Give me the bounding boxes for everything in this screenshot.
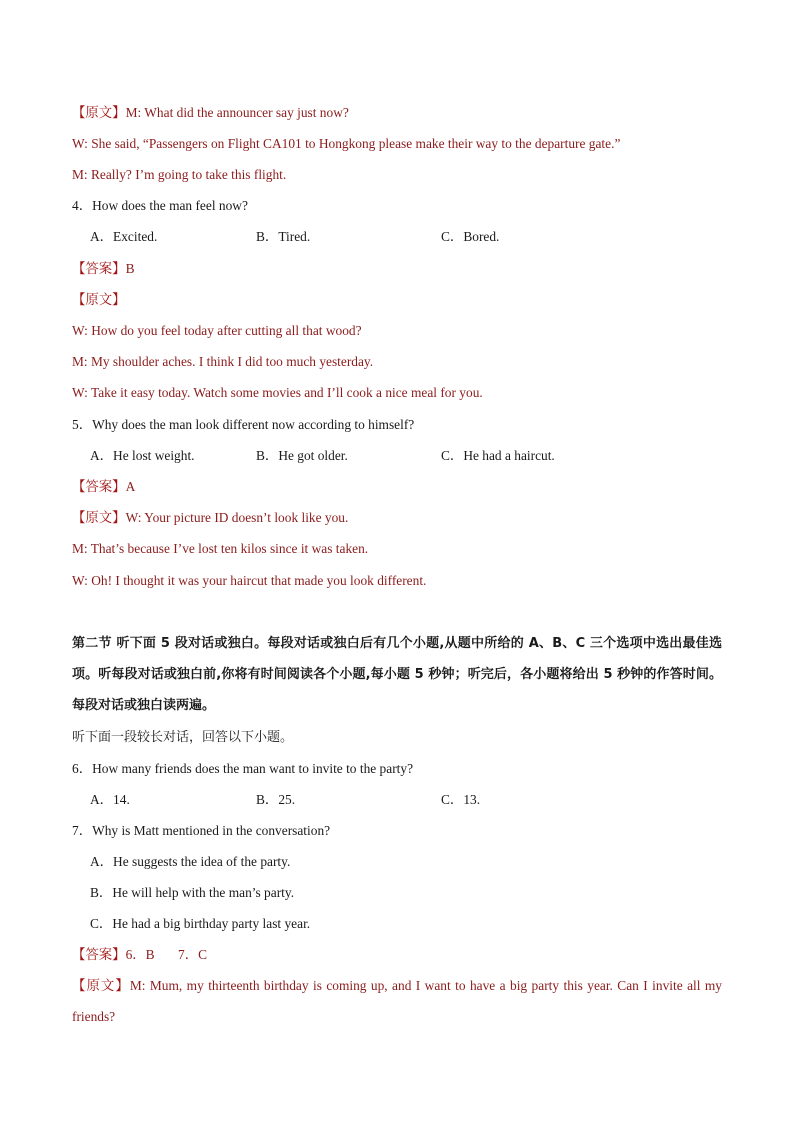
option-c: C．He had a haircut. [441,448,555,463]
original-tag: 【原文】 [72,292,126,307]
answer-value: B [125,261,135,276]
answer-value: 6．B 7．C [125,947,208,962]
option-a: A．He suggests the idea of the party. [90,854,291,869]
transcript-line: 【原文】W: Your picture ID doesn’t look like you. [72,510,349,525]
question-5: 5．Why does the man look different now according to himself? [72,417,415,432]
option-a: A．Excited. [90,229,158,244]
option-b: B．He will help with the man’s party. [90,885,295,900]
option-c: C．Bored. [441,229,500,244]
transcript-line: M: Really? I’m going to take this flight. [72,167,287,182]
question-4: 4．How does the man feel now? [72,198,248,213]
original-heading [72,291,724,309]
option-c: C．13. [441,792,481,807]
original-tag: 【原文】 [72,978,130,993]
option-c: C．He had a big birthday party last year. [90,916,311,931]
question-7: 7．Why is Matt mentioned in the conversation? [72,823,331,838]
answer-tag: 【答案】 [72,261,126,276]
transcript-line: W: Oh! I thought it was your haircut that made you look different. [72,573,427,588]
original-tag: 【原文】 [72,105,126,120]
answer-line [72,478,724,496]
section-instruction: 听下面一段较长对话，回答以下小题。 [72,730,294,745]
answer-line [72,946,724,964]
option-a: A．14. [90,792,130,807]
answer-line [72,260,724,278]
section-2-heading: 第二节 听下面 5 段对话或独白。每段对话或独白后有几个小题,从题中所给的 A、B、C 三个选项中选出最佳选项。听每段对话或独白前,你将有时间阅读各个小题,每小题 5 秒钟；听完后，各小题将给出 5 秒钟的作答时间。每段对话或独白读两遍。 [72,636,722,713]
option-a: A．He lost weight. [90,448,195,463]
transcript-line: M: That’s because I’ve lost ten kilos since it was taken. [72,541,369,556]
original-tag: 【原文】 [72,510,126,525]
answer-tag: 【答案】 [72,479,126,494]
option-b: B．Tired. [256,229,311,244]
transcript-line: 【原文】M: What did the announcer say just now? [72,105,349,120]
answer-tag: 【答案】 [72,947,126,962]
transcript-line: W: She said, “Passengers on Flight CA101 to Hongkong please make their way to the departure gate.” [72,136,621,151]
transcript-paragraph: 【原文】M: Mum, my thirteenth birthday is coming up, and I want to have a big party this year. Can I invite all my friends? [72,978,723,1024]
answer-value: A [125,479,136,494]
option-b: B．He got older. [256,448,348,463]
transcript-line: M: My shoulder aches. I think I did too much yesterday. [72,354,374,369]
transcript-line: W: Take it easy today. Watch some movies and I’ll cook a nice meal for you. [72,385,483,400]
question-6: 6．How many friends does the man want to invite to the party? [72,761,414,776]
transcript-line: W: How do you feel today after cutting all that wood? [72,323,362,338]
option-b: B．25. [256,792,296,807]
